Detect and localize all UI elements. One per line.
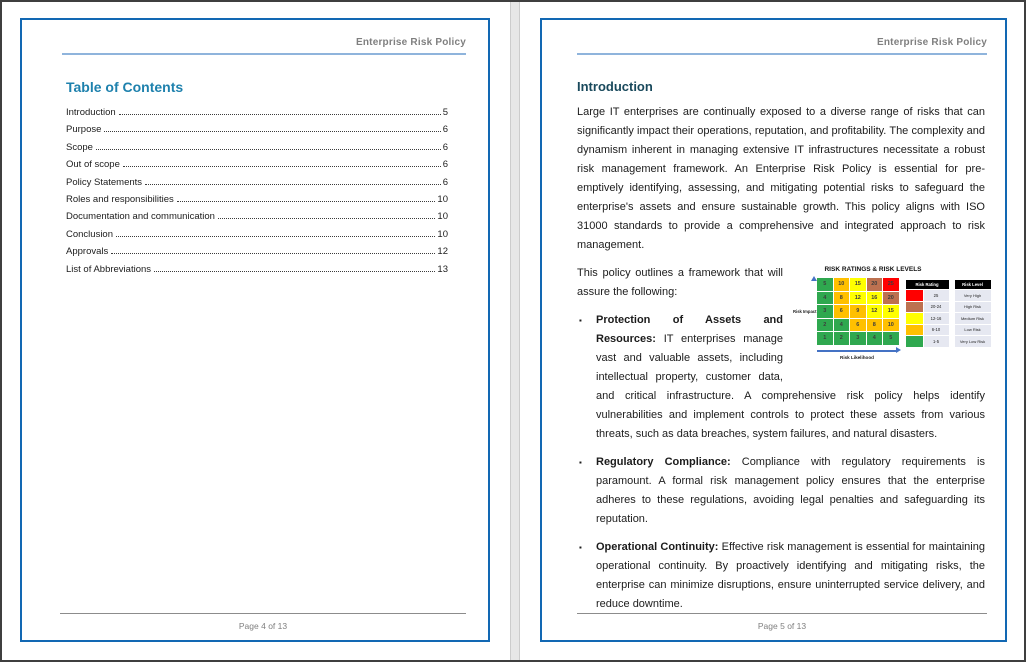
toc-entry-page-number: 10	[437, 228, 448, 240]
matrix-cell: 3	[817, 305, 833, 318]
risk-level-cell: Very High	[955, 290, 991, 301]
toc-entry-page-number: 13	[437, 263, 448, 275]
toc-entry-page-number: 10	[437, 193, 448, 205]
matrix-cell: 6	[850, 319, 866, 332]
matrix-cell: 16	[867, 292, 883, 305]
bullet-text: Protection of Assets and Resources: IT enterprises manage vast and valuable assets, including intellectual property, customer data, and critical infrastructure. A comprehensive risk policy helps identify vulnerabilities and implement controls to protect these assets from various threats, such as data breaches, system failures, and natural disasters.	[596, 314, 985, 440]
toc-entry[interactable]	[66, 142, 448, 159]
toc-entry[interactable]	[66, 159, 448, 176]
rating-table-row	[906, 290, 949, 301]
page-border-frame	[540, 18, 1007, 642]
toc-dot-leader	[119, 114, 441, 115]
toc-dot-leader	[177, 201, 436, 202]
rating-range: 6-10	[924, 325, 949, 336]
page-header	[62, 32, 466, 55]
matrix-cell: 10	[883, 319, 899, 332]
bullet-marker-icon: ▪	[579, 316, 582, 325]
toc-entry-page-number: 12	[437, 246, 448, 258]
toc-entry-label: Roles and responsibilities	[66, 193, 174, 205]
matrix-cell: 2	[817, 319, 833, 332]
rating-range: 20-24	[924, 302, 949, 313]
matrix-cell: 8	[834, 292, 850, 305]
risk-level-cell: High Risk	[955, 302, 991, 313]
toc-entry-label: Conclusion	[66, 228, 113, 240]
page-number-text: Page 4 of 13	[238, 621, 288, 631]
matrix-cell: 15	[850, 278, 866, 291]
bullet-lead: Operational Continuity:	[596, 541, 719, 553]
matrix-cell: 6	[834, 305, 850, 318]
toc-dot-leader	[96, 149, 441, 150]
toc-entry-label: Purpose	[66, 124, 102, 136]
toc-entry-page-number: 6	[442, 176, 448, 188]
toc-dot-leader	[145, 184, 441, 185]
matrix-cell: 4	[834, 319, 850, 332]
matrix-cell: 10	[834, 278, 850, 291]
toc-entry-label: Out of scope	[66, 159, 120, 171]
toc-entry[interactable]	[66, 194, 448, 211]
bullet-marker-icon: ▪	[579, 458, 582, 467]
matrix-cell: 3	[850, 332, 866, 345]
toc-entry[interactable]	[66, 246, 448, 263]
bullet-item	[577, 453, 985, 529]
toc-dot-leader	[123, 166, 441, 167]
matrix-cell: 8	[867, 319, 883, 332]
document-page-left	[2, 2, 510, 660]
toc-entry-page-number: 6	[442, 141, 448, 153]
toc-entry[interactable]	[66, 211, 448, 228]
toc-entry-label: List of Abbreviations	[66, 263, 152, 275]
bullet-text: Regulatory Compliance: Compliance with regulatory requirements is paramount. A formal risk management policy ensures that the enterprise adheres to these regulations, avoiding legal penalties and safeguarding its reputation.	[596, 456, 985, 525]
toc-dot-leader	[116, 236, 435, 237]
toc-entry-label: Introduction	[66, 107, 116, 118]
rating-range: 12-16	[924, 313, 949, 324]
matrix-cell: 25	[883, 278, 899, 291]
bullet-item	[577, 311, 985, 444]
header-title: Enterprise Risk Policy	[876, 37, 987, 48]
matrix-cell: 2	[834, 332, 850, 345]
toc-entry[interactable]	[66, 124, 448, 141]
page-header	[577, 32, 987, 55]
header-title: Enterprise Risk Policy	[355, 37, 466, 48]
matrix-cell: 20	[883, 292, 899, 305]
toc-title: Table of Contents	[66, 79, 184, 95]
toc-entry-page-number: 6	[442, 124, 448, 136]
matrix-cell: 9	[850, 305, 866, 318]
section-title: Introduction	[577, 79, 653, 94]
matrix-cell: 12	[867, 305, 883, 318]
toc-entry[interactable]	[66, 264, 448, 281]
page-number-text: Page 5 of 13	[757, 621, 807, 631]
rating-table-header: Risk Rating	[906, 280, 949, 289]
toc-list	[66, 107, 448, 281]
page-footer	[60, 613, 466, 634]
matrix-cell: 20	[867, 278, 883, 291]
toc-dot-leader	[111, 253, 435, 254]
toc-entry[interactable]	[66, 107, 448, 124]
level-table-row	[955, 290, 991, 301]
risk-level-cell: Very Low Risk	[955, 336, 991, 347]
toc-entry-page-number: 10	[437, 211, 448, 223]
matrix-cell: 5	[817, 278, 833, 291]
matrix-cell: 4	[867, 332, 883, 345]
matrix-cell: 1	[817, 332, 833, 345]
rating-range: 1-5	[924, 336, 949, 347]
matrix-cell: 4	[817, 292, 833, 305]
toc-dot-leader	[218, 218, 436, 219]
x-axis-label: Risk Likelihood	[840, 354, 874, 360]
figure-title: RISK RATINGS & RISK LEVELS	[824, 266, 922, 273]
wrapped-flow	[577, 264, 985, 614]
toc-dot-leader	[154, 271, 435, 272]
toc-entry-label: Approvals	[66, 246, 109, 258]
bullet-text: Operational Continuity: Effective risk management is essential for maintaining operational continuity. By proactively identifying and mitigating risks, the enterprise can minimize disruptions, ensure uninterrupted service delivery, and reduce downtime.	[596, 541, 985, 610]
toc-dot-leader	[104, 131, 440, 132]
matrix-cell: 5	[883, 332, 899, 345]
y-axis-label: Risk Impact	[793, 309, 817, 315]
toc-entry-label: Policy Statements	[66, 176, 143, 188]
bullet-lead: Protection of Assets and Resources:	[596, 314, 783, 345]
matrix-cell: 12	[850, 292, 866, 305]
toc-entry-label: Documentation and communication	[66, 211, 215, 223]
introduction-section	[542, 55, 1005, 640]
matrix-cell: 15	[883, 305, 899, 318]
toc-entry[interactable]	[66, 177, 448, 194]
page-border-frame	[20, 18, 490, 642]
bullet-lead: Regulatory Compliance:	[596, 456, 731, 468]
bullet-list	[577, 311, 985, 614]
toc-section	[22, 55, 488, 640]
legend-color-swatch	[906, 290, 923, 301]
bullet-item	[577, 538, 985, 614]
risk-level-cell: Low Risk	[955, 325, 991, 336]
outline-paragraph: This policy outlines a framework that will assure the following:	[577, 267, 783, 298]
rating-range: 25	[924, 290, 949, 301]
level-table-header: Risk Level	[955, 280, 991, 289]
toc-entry[interactable]	[66, 229, 448, 246]
page-gutter	[510, 2, 520, 660]
toc-entry-page-number: 5	[442, 107, 448, 118]
risk-level-cell: Medium Risk	[955, 313, 991, 324]
page-footer	[577, 613, 987, 634]
toc-entry-page-number: 6	[442, 159, 448, 171]
intro-paragraph: Large IT enterprises are continually exposed to a diverse range of risks that can significantly impact their operations, reputation, and profitability. The complexity and dynamism inherent in managing extensive IT infrastructures necessitate a robust risk management framework. An Enterprise Risk Policy is essential for pre-emptively identifying, assessing, and mitigating potential risks to safeguard the enterprise's assets and ensure sustainable growth. This policy aligns with ISO 31000 standards to provide a comprehensive and integrated approach to risk management.	[577, 106, 985, 251]
toc-entry-label: Scope	[66, 141, 93, 153]
document-page-right	[520, 2, 1022, 660]
bullet-marker-icon: ▪	[579, 543, 582, 552]
